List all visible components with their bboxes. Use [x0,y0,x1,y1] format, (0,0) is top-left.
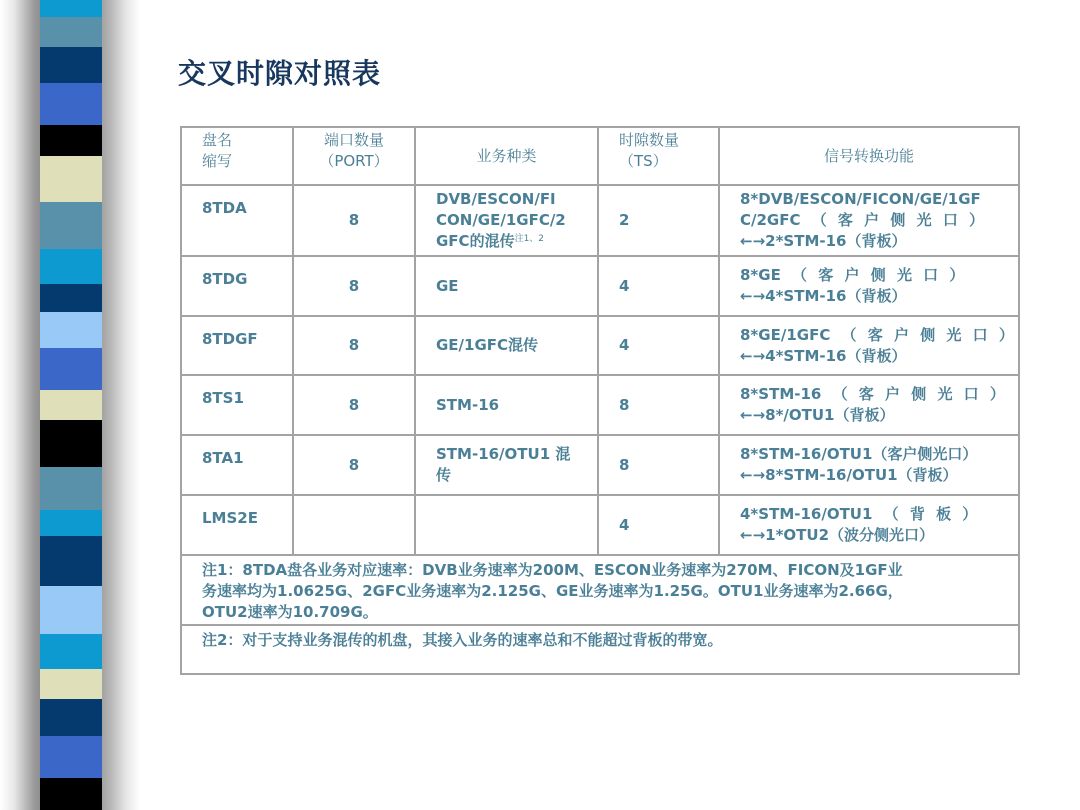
cell-service: GE [415,256,598,316]
table-header-row [181,127,1019,185]
cell-function: 4*STM-16/OTU1 （ 背 板 ） ←→1*OTU2（波分侧光口） [719,495,1019,555]
table-row [181,435,1019,495]
note-2: 注2：对于支持业务混传的机盘，其接入业务的速率总和不能超过背板的带宽。 [181,625,1019,674]
cell-port: 8 [293,185,415,256]
cell-service: DVB/ESCON/FI CON/GE/1GFC/2 GFC的混传$^{注1、2}$ [415,185,598,256]
note-1: 注1：8TDA盘各业务对应速率：DVB业务速率为200M、ESCON业务速率为270M、FICON及1GF业 务速率均为1.0625G、2GFC业务速率为2.125G、GE业务速率为1.25G。OTU1业务速率为2.66G， OTU2速率为10.709G。 [181,555,1019,625]
note-row [181,625,1019,674]
table-row [181,185,1019,256]
cell-service [415,495,598,555]
cell-function: 8*GE （ 客 户 侧 光 口 ） ←→4*STM-16（背板） [719,256,1019,316]
cell-timeslot: 2 [598,185,719,256]
cell-port: 8 [293,256,415,316]
cell-board-name: 8TA1 [181,435,293,495]
cell-board-name: 8TDG [181,256,293,316]
cell-timeslot: 8 [598,375,719,435]
table-row [181,256,1019,316]
cell-service: STM-16 [415,375,598,435]
decorative-striped-band [40,0,102,810]
cell-board-name: LMS2E [181,495,293,555]
cell-port: 8 [293,316,415,375]
cell-service: STM-16/OTU1 混 传 [415,435,598,495]
cell-function: 8*DVB/ESCON/FICON/GE/1GF C/2GFC （ 客 户 侧 光 口 ） ←→2*STM-16（背板） [719,185,1019,256]
header-timeslot-count: 时隙数量 （TS） [598,127,719,185]
table-row [181,495,1019,555]
cell-timeslot: 8 [598,435,719,495]
table-row [181,375,1019,435]
cell-timeslot: 4 [598,316,719,375]
header-service-type: 业务种类 [415,127,598,185]
cell-function: 8*STM-16 （ 客 户 侧 光 口 ） ←→8*/OTU1（背板） [719,375,1019,435]
cell-board-name: 8TDGF [181,316,293,375]
footnote-ref: 注1、2 [514,234,545,244]
page-title: 交叉时隙对照表 [178,57,382,90]
cell-function: 8*GE/1GFC （ 客 户 侧 光 口 ） ←→4*STM-16（背板） [719,316,1019,375]
cell-function: 8*STM-16/OTU1（客户侧光口） ←→8*STM-16/OTU1（背板） [719,435,1019,495]
note-row [181,555,1019,625]
cell-service: GE/1GFC混传 [415,316,598,375]
table-row [181,316,1019,375]
header-port-count: 端口数量 （PORT） [293,127,415,185]
cell-port: 8 [293,435,415,495]
timeslot-table [180,126,1020,675]
cell-timeslot: 4 [598,495,719,555]
header-signal-conversion: 信号转换功能 [719,127,1019,185]
cell-timeslot: 4 [598,256,719,316]
cell-board-name: 8TS1 [181,375,293,435]
header-board-name: 盘名 缩写 [181,127,293,185]
cell-port: 8 [293,375,415,435]
cell-board-name: 8TDA [181,185,293,256]
cell-port [293,495,415,555]
